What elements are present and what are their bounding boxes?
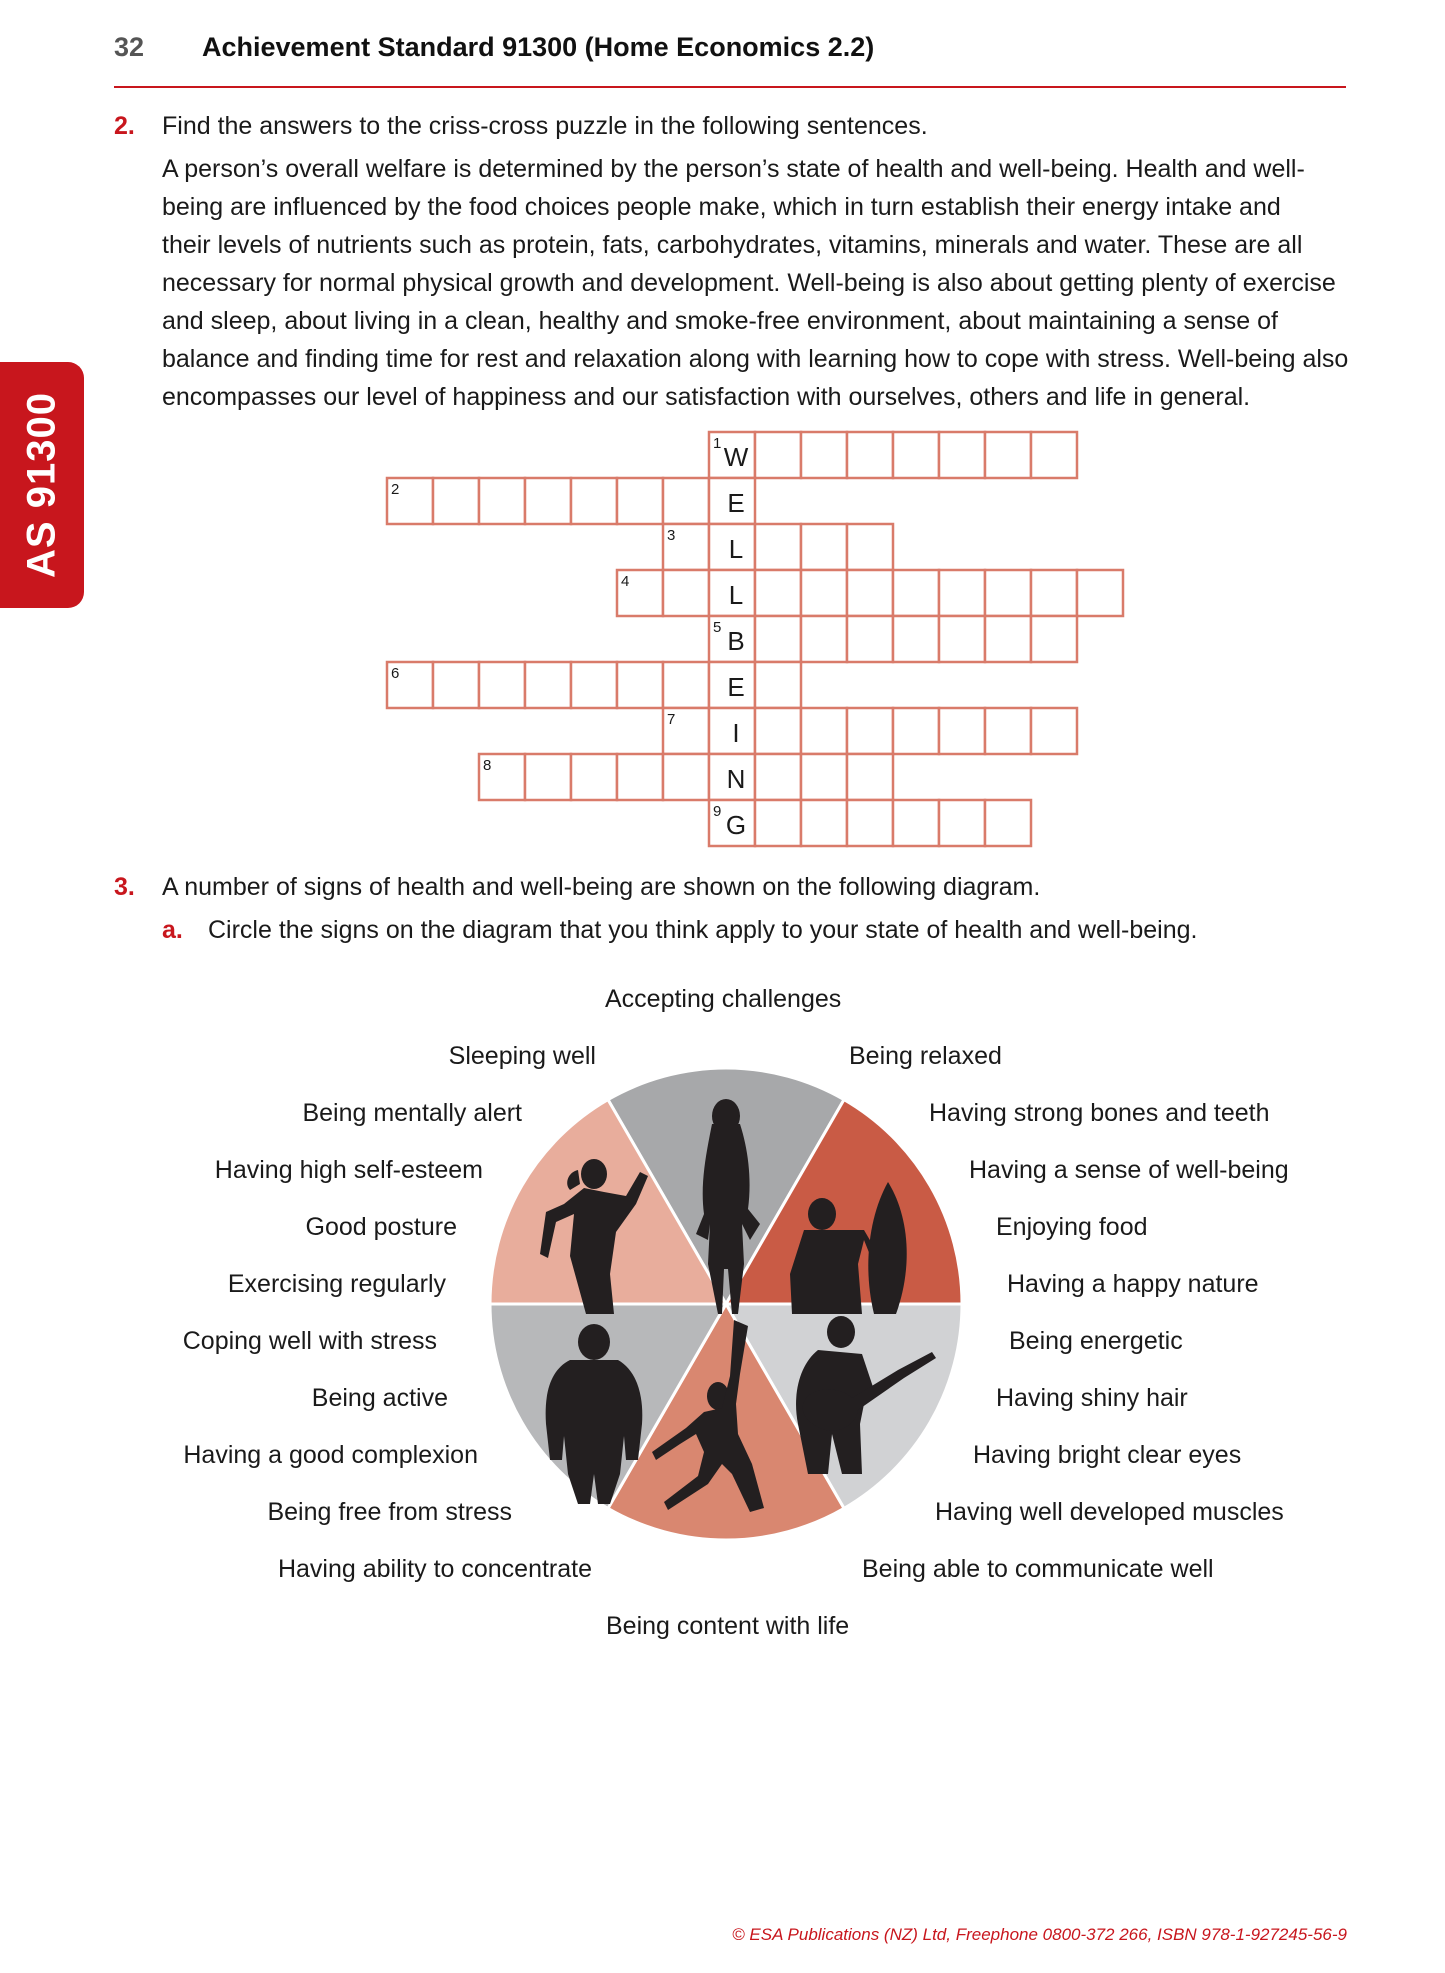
crossword-cell[interactable] [617, 570, 663, 616]
crossword-cell[interactable] [847, 754, 893, 800]
crossword-cell[interactable] [847, 570, 893, 616]
clue-number: 3 [667, 527, 676, 544]
crossword-cell[interactable] [433, 662, 479, 708]
crossword-cell[interactable] [1031, 708, 1077, 754]
label-right: Having a happy nature [1007, 1270, 1259, 1298]
crossword-cell[interactable] [617, 662, 663, 708]
key-letter: N [726, 764, 746, 794]
crossword-cell[interactable] [663, 524, 709, 570]
label-right: Having well developed muscles [935, 1498, 1284, 1526]
crossword-cell[interactable] [939, 800, 985, 846]
clue-number: 2 [391, 481, 400, 498]
key-letter: I [732, 718, 740, 748]
label-right: Being energetic [1009, 1327, 1183, 1355]
label-left: Coping well with stress [182, 1327, 437, 1355]
crossword-cell[interactable] [1077, 570, 1123, 616]
paragraph-line: A person’s overall welfare is determined by the person’s state of health and well-being. Health and well- [162, 155, 1305, 183]
label-right: Being able to communicate well [862, 1555, 1214, 1583]
crossword-cell[interactable] [571, 754, 617, 800]
label-left: Exercising regularly [227, 1270, 446, 1298]
label-left: Having ability to concentrate [277, 1555, 592, 1583]
clue-number: 9 [713, 803, 722, 820]
crossword-cell[interactable] [801, 570, 847, 616]
crossword-cell[interactable] [801, 708, 847, 754]
crossword-cell[interactable] [663, 754, 709, 800]
crossword-cell[interactable] [893, 432, 939, 478]
label-left: Sleeping well [448, 1042, 596, 1070]
crossword-cell[interactable] [617, 754, 663, 800]
crossword-cell[interactable] [939, 708, 985, 754]
paragraph-line: encompasses our level of happiness and our satisfaction with ourselves, others and life in general. [162, 383, 1251, 411]
crossword-cell[interactable] [663, 570, 709, 616]
footer-copyright: © ESA Publications (NZ) Ltd, Freephone 0800-372 266, ISBN 978-1-927245-56-9 [732, 1925, 1347, 1944]
clue-number: 7 [667, 711, 676, 728]
crossword-cell[interactable] [755, 432, 801, 478]
crossword-cell[interactable] [985, 432, 1031, 478]
key-letter: B [727, 626, 745, 656]
label-left: Being free from stress [267, 1498, 512, 1526]
key-letter: E [727, 672, 745, 702]
crossword-cell[interactable] [525, 662, 571, 708]
crossword-key-cell[interactable] [709, 708, 755, 754]
crossword-cell[interactable] [801, 432, 847, 478]
label-bottom: Being content with life [606, 1612, 850, 1640]
crossword-cell[interactable] [755, 662, 801, 708]
label-right: Being relaxed [849, 1042, 1002, 1070]
crossword-key-cell[interactable] [709, 800, 755, 846]
label-right: Having a sense of well-being [969, 1156, 1289, 1184]
key-letter: E [727, 488, 745, 518]
crossword-cell[interactable] [801, 616, 847, 662]
question-2-prompt: Find the answers to the criss-cross puzzle in the following sentences. [162, 112, 928, 140]
crossword-cell[interactable] [893, 616, 939, 662]
crossword-key-cell[interactable] [709, 616, 755, 662]
crossword-cell[interactable] [663, 708, 709, 754]
crossword-cell[interactable] [939, 616, 985, 662]
paragraph-line: necessary for normal physical growth and development. Well-being is also about getting plenty of exercise [162, 269, 1336, 297]
crossword-cell[interactable] [985, 708, 1031, 754]
crossword-cell[interactable] [387, 662, 433, 708]
key-letter: W [723, 442, 749, 472]
crossword-cell[interactable] [985, 800, 1031, 846]
crossword-cell[interactable] [617, 478, 663, 524]
crossword-cell[interactable] [433, 478, 479, 524]
paragraph-line: their levels of nutrients such as protein, fats, carbohydrates, vitamins, minerals and water. These are all [162, 231, 1303, 259]
key-letter: G [725, 810, 747, 840]
crossword-cell[interactable] [985, 570, 1031, 616]
crossword-cell[interactable] [525, 478, 571, 524]
crossword-cell[interactable] [939, 432, 985, 478]
crossword-cell[interactable] [893, 708, 939, 754]
crossword-cell[interactable] [755, 754, 801, 800]
crossword-cell[interactable] [479, 754, 525, 800]
label-top: Accepting challenges [605, 985, 842, 1013]
crossword-key-cell[interactable] [709, 478, 755, 524]
crossword-cell[interactable] [755, 616, 801, 662]
crossword-cell[interactable] [755, 570, 801, 616]
label-right: Having shiny hair [996, 1384, 1188, 1412]
paragraph-line: being are influenced by the food choices people make, which in turn establish their energy intake and [162, 193, 1281, 221]
clue-number: 4 [621, 573, 630, 590]
clue-number: 6 [391, 665, 400, 682]
wellbeing-wheel [486, 1064, 966, 1544]
crossword-cell[interactable] [755, 800, 801, 846]
paragraph-line: balance and finding time for rest and relaxation along with learning how to cope with stress. Well-being also [162, 345, 1349, 373]
crossword-cell[interactable] [847, 800, 893, 846]
crossword-cell[interactable] [387, 478, 433, 524]
clue-number: 8 [483, 757, 492, 774]
label-right: Enjoying food [996, 1213, 1148, 1241]
paragraph-line: and sleep, about living in a clean, healthy and smoke-free environment, about maintaining a sense of [162, 307, 1278, 335]
question-3a-letter: a. [162, 916, 183, 944]
header-title: Achievement Standard 91300 (Home Economics 2.2) [202, 32, 875, 62]
crossword-cell[interactable] [755, 524, 801, 570]
side-tab-label: AS 91300 [19, 392, 64, 578]
crossword-cell[interactable] [1031, 432, 1077, 478]
crossword-key-cell[interactable] [709, 754, 755, 800]
crossword-key-cell[interactable] [709, 432, 755, 478]
crossword-cell[interactable] [893, 570, 939, 616]
crossword-cell[interactable] [801, 524, 847, 570]
crossword-cell[interactable] [847, 524, 893, 570]
key-letter: L [728, 534, 744, 564]
label-left: Being mentally alert [302, 1099, 522, 1127]
crossword-cell[interactable] [755, 708, 801, 754]
label-left: Having a good complexion [183, 1441, 478, 1469]
key-letter: L [728, 580, 744, 610]
crossword-key-cell[interactable] [709, 524, 755, 570]
crossword-cell[interactable] [893, 800, 939, 846]
side-tab [0, 362, 84, 608]
label-right: Having bright clear eyes [973, 1441, 1242, 1469]
crossword-cell[interactable] [663, 478, 709, 524]
crossword-key-cell[interactable] [709, 570, 755, 616]
crossword-cell[interactable] [525, 754, 571, 800]
question-2-number: 2. [114, 112, 135, 140]
label-left: Having high self-esteem [214, 1156, 483, 1184]
question-2-paragraph [162, 150, 1352, 416]
label-right: Having strong bones and teeth [929, 1099, 1270, 1127]
crossword-cell[interactable] [939, 570, 985, 616]
crossword-cell[interactable] [663, 662, 709, 708]
page-number: 32 [114, 32, 145, 62]
crossword-cell[interactable] [479, 478, 525, 524]
crossword-cell[interactable] [985, 616, 1031, 662]
label-left: Being active [311, 1384, 448, 1412]
question-3-prompt: A number of signs of health and well-being are shown on the following diagram. [162, 873, 1041, 901]
label-left: Good posture [305, 1213, 457, 1241]
crossword-cell[interactable] [479, 662, 525, 708]
crossword-cell[interactable] [801, 754, 847, 800]
crossword-cell[interactable] [1031, 570, 1077, 616]
page-header [114, 32, 1346, 88]
question-3-number: 3. [114, 873, 135, 901]
crossword-cell[interactable] [571, 662, 617, 708]
crossword-cell[interactable] [571, 478, 617, 524]
question-3a-prompt: Circle the signs on the diagram that you think apply to your state of health and well-being. [208, 916, 1198, 944]
crossword-cell[interactable] [847, 616, 893, 662]
crossword-cell[interactable] [847, 708, 893, 754]
crossword-cell[interactable] [801, 800, 847, 846]
clue-number: 5 [713, 619, 722, 636]
crossword-key-cell[interactable] [709, 662, 755, 708]
crossword-cell[interactable] [1031, 616, 1077, 662]
crossword-cell[interactable] [847, 432, 893, 478]
clue-number: 1 [713, 435, 722, 452]
